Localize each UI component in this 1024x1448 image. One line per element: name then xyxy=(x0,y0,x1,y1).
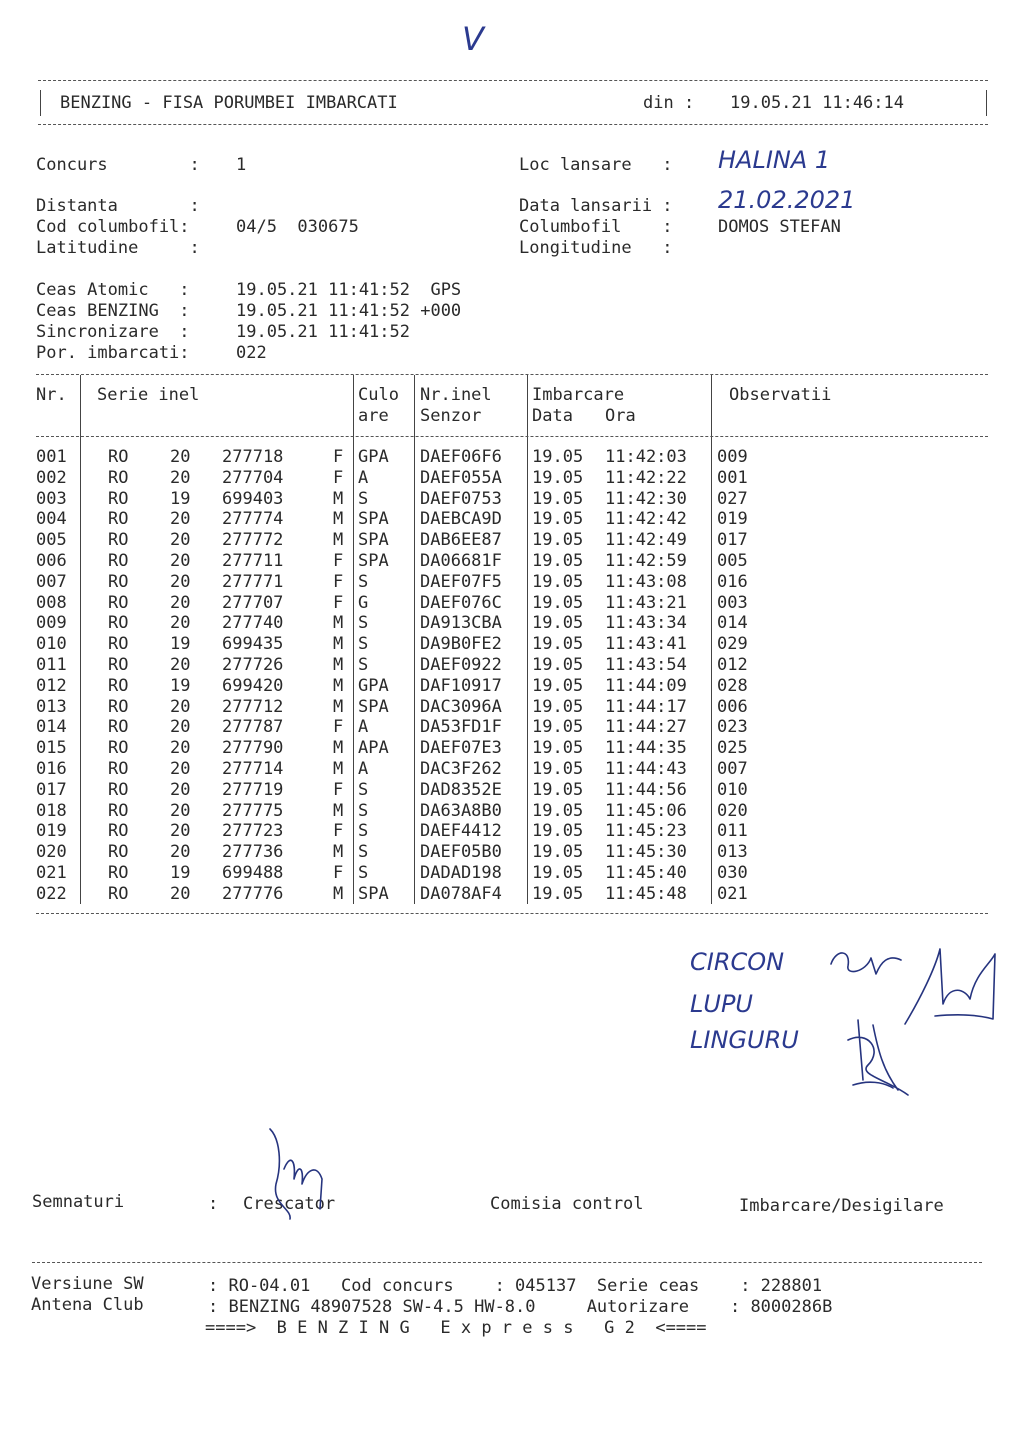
row-sex: F xyxy=(333,467,344,488)
row-time: 11:45:30 xyxy=(605,842,687,863)
row-time: 11:42:30 xyxy=(605,488,687,509)
row-sex: M xyxy=(333,488,344,509)
row-ring-number: 277707 xyxy=(222,592,284,613)
row-nr: 005 xyxy=(36,530,67,551)
row-sensor-id: DAC3096A xyxy=(420,696,502,717)
row-date: 19.05 xyxy=(532,655,584,675)
row-country: RO xyxy=(108,842,129,863)
row-color: S xyxy=(358,613,369,634)
row-country: RO xyxy=(108,592,129,613)
handwritten-name-3: LINGURU xyxy=(690,1026,799,1054)
row-sex: F xyxy=(333,447,344,467)
row-year: 20 xyxy=(170,467,191,488)
row-observatii: 025 xyxy=(717,738,748,759)
row-observatii: 012 xyxy=(717,655,748,675)
row-sensor-id: DA06681F xyxy=(420,551,502,571)
row-country: RO xyxy=(108,821,129,842)
row-country: RO xyxy=(108,800,129,821)
row-sex: M xyxy=(333,842,344,863)
row-country: RO xyxy=(108,634,129,655)
row-sex: M xyxy=(333,738,344,759)
header-bottom-border xyxy=(38,124,988,125)
row-nr: 017 xyxy=(36,779,67,800)
row-date: 19.05 xyxy=(532,883,584,904)
row-date: 19.05 xyxy=(532,447,584,467)
loc-lansare-value: HALINA 1 xyxy=(718,146,831,174)
row-color: S xyxy=(358,863,369,883)
row-sensor-id: DAEF06F6 xyxy=(420,447,502,467)
comisia-control-label: Comisia control xyxy=(490,1194,644,1214)
row-observatii: 013 xyxy=(717,842,748,863)
row-time: 11:44:27 xyxy=(605,717,687,738)
row-country: RO xyxy=(108,488,129,509)
row-country: RO xyxy=(108,467,129,488)
row-year: 20 xyxy=(170,509,191,530)
col-sep-culoare xyxy=(414,375,415,904)
row-sex: F xyxy=(333,717,344,738)
row-sensor-id: DA078AF4 xyxy=(420,883,502,904)
data-lansarii-label: Data lansarii : xyxy=(519,196,673,216)
crescator-label: Crescator xyxy=(243,1194,336,1214)
row-observatii: 027 xyxy=(717,488,748,509)
row-date: 19.05 xyxy=(532,842,584,863)
row-observatii: 014 xyxy=(717,613,748,634)
row-sex: F xyxy=(333,592,344,613)
header-right-border xyxy=(986,90,987,116)
header-serie-inel: Serie inel xyxy=(97,385,200,405)
row-sex: M xyxy=(333,530,344,551)
row-time: 11:43:54 xyxy=(605,655,687,675)
row-date: 19.05 xyxy=(532,717,584,738)
row-year: 20 xyxy=(170,447,191,467)
sincronizare-value: 19.05.21 11:41:52 xyxy=(236,322,410,342)
row-time: 11:43:08 xyxy=(605,571,687,592)
row-observatii: 021 xyxy=(717,883,748,904)
row-ring-number: 277712 xyxy=(222,696,284,717)
row-country: RO xyxy=(108,655,129,675)
row-color: S xyxy=(358,800,369,821)
row-color: SPA xyxy=(358,696,389,717)
row-year: 20 xyxy=(170,759,191,779)
row-ring-number: 699488 xyxy=(222,863,284,883)
cod-columbofil-value: 04/5 030675 xyxy=(236,217,359,237)
row-time: 11:45:40 xyxy=(605,863,687,883)
row-nr: 010 xyxy=(36,634,67,655)
row-color: GPA xyxy=(358,675,389,696)
row-color: SPA xyxy=(358,551,389,571)
row-observatii: 007 xyxy=(717,759,748,779)
row-sensor-id: DAEBCA9D xyxy=(420,509,502,530)
row-ring-number: 277771 xyxy=(222,571,284,592)
row-country: RO xyxy=(108,779,129,800)
row-sensor-id: DAEF05B0 xyxy=(420,842,502,863)
row-country: RO xyxy=(108,883,129,904)
row-country: RO xyxy=(108,696,129,717)
row-year: 20 xyxy=(170,613,191,634)
header-imbarcare: Imbarcare xyxy=(532,385,625,405)
row-time: 11:44:56 xyxy=(605,779,687,800)
row-sensor-id: DAB6EE87 xyxy=(420,530,502,551)
row-sensor-id: DAD8352E xyxy=(420,779,502,800)
row-ring-number: 699420 xyxy=(222,675,284,696)
row-ring-number: 699403 xyxy=(222,488,284,509)
semnaturi-colon: : xyxy=(208,1194,219,1214)
row-date: 19.05 xyxy=(532,509,584,530)
row-year: 20 xyxy=(170,571,191,592)
header-top-border xyxy=(38,80,988,81)
loc-lansare-label: Loc lansare : xyxy=(519,155,673,175)
row-color: A xyxy=(358,717,369,738)
row-time: 11:43:34 xyxy=(605,613,687,634)
row-ring-number: 277714 xyxy=(222,759,284,779)
row-sex: M xyxy=(333,509,344,530)
footer-separator xyxy=(32,1262,982,1263)
row-sex: F xyxy=(333,551,344,571)
row-ring-number: 277790 xyxy=(222,738,284,759)
row-date: 19.05 xyxy=(532,738,584,759)
row-time: 11:45:48 xyxy=(605,883,687,904)
signature-3-icon xyxy=(838,1010,918,1100)
row-sensor-id: DAEF0922 xyxy=(420,655,502,675)
row-year: 20 xyxy=(170,842,191,863)
concurs-value: 1 xyxy=(236,155,247,175)
row-nr: 012 xyxy=(36,675,67,696)
row-observatii: 023 xyxy=(717,717,748,738)
row-color: S xyxy=(358,571,369,592)
row-observatii: 017 xyxy=(717,530,748,551)
row-time: 11:43:41 xyxy=(605,634,687,655)
row-sensor-id: DAEF0753 xyxy=(420,488,502,509)
benzing-express-banner: ====> B E N Z I N G E x p r e s s G 2 <==== xyxy=(205,1318,707,1338)
row-ring-number: 277736 xyxy=(222,842,284,863)
row-nr: 022 xyxy=(36,883,67,904)
row-year: 20 xyxy=(170,655,191,675)
row-nr: 015 xyxy=(36,738,67,759)
row-date: 19.05 xyxy=(532,467,584,488)
row-sensor-id: DAEF4412 xyxy=(420,821,502,842)
row-color: SPA xyxy=(358,509,389,530)
row-observatii: 029 xyxy=(717,634,748,655)
row-sensor-id: DA53FD1F xyxy=(420,717,502,738)
row-nr: 019 xyxy=(36,821,67,842)
data-lansarii-value: 21.02.2021 xyxy=(718,186,856,214)
row-year: 20 xyxy=(170,779,191,800)
row-ring-number: 699435 xyxy=(222,634,284,655)
row-date: 19.05 xyxy=(532,551,584,571)
header-data: Data xyxy=(532,406,573,426)
row-year: 20 xyxy=(170,883,191,904)
row-color: S xyxy=(358,655,369,675)
row-time: 11:44:35 xyxy=(605,738,687,759)
row-color: S xyxy=(358,842,369,863)
row-observatii: 005 xyxy=(717,551,748,571)
row-time: 11:42:49 xyxy=(605,530,687,551)
row-year: 19 xyxy=(170,675,191,696)
row-country: RO xyxy=(108,530,129,551)
row-observatii: 001 xyxy=(717,467,748,488)
row-ring-number: 277704 xyxy=(222,467,284,488)
row-nr: 016 xyxy=(36,759,67,779)
table-bottom-border xyxy=(36,913,988,914)
row-sex: F xyxy=(333,779,344,800)
row-date: 19.05 xyxy=(532,863,584,883)
row-country: RO xyxy=(108,571,129,592)
columbofil-value: DOMOS STEFAN xyxy=(718,217,841,237)
row-observatii: 003 xyxy=(717,592,748,613)
handwritten-name-1: CIRCON xyxy=(690,948,785,976)
top-check-mark: V xyxy=(462,20,484,58)
row-observatii: 030 xyxy=(717,863,748,883)
header-culoare-2: are xyxy=(358,406,389,426)
latitudine-label: Latitudine : xyxy=(36,238,200,258)
row-observatii: 011 xyxy=(717,821,748,842)
row-year: 20 xyxy=(170,530,191,551)
row-ring-number: 277774 xyxy=(222,509,284,530)
row-time: 11:45:06 xyxy=(605,800,687,821)
columbofil-label: Columbofil : xyxy=(519,217,673,237)
ceas-benzing-label: Ceas BENZING : xyxy=(36,301,190,321)
row-color: A xyxy=(358,467,369,488)
row-ring-number: 277711 xyxy=(222,551,284,571)
row-color: APA xyxy=(358,738,389,759)
distanta-label: Distanta : xyxy=(36,196,200,216)
row-ring-number: 277718 xyxy=(222,447,284,467)
row-sensor-id: DAEF07F5 xyxy=(420,571,502,592)
cod-columbofil-label: Cod columbofil: xyxy=(36,217,190,237)
row-date: 19.05 xyxy=(532,779,584,800)
row-nr: 021 xyxy=(36,863,67,883)
row-nr: 001 xyxy=(36,447,67,467)
row-sensor-id: DAEF055A xyxy=(420,467,502,488)
row-sex: M xyxy=(333,655,344,675)
table-header-separator xyxy=(36,436,988,437)
row-time: 11:42:22 xyxy=(605,467,687,488)
concurs-label: Concurs : xyxy=(36,155,200,175)
row-sensor-id: DA63A8B0 xyxy=(420,800,502,821)
row-nr: 013 xyxy=(36,696,67,717)
versiune-sw-label: Versiune SW xyxy=(31,1274,144,1294)
row-observatii: 016 xyxy=(717,571,748,592)
semnaturi-label: Semnaturi xyxy=(32,1192,125,1212)
row-nr: 011 xyxy=(36,655,67,675)
header-nr: Nr. xyxy=(36,385,67,405)
row-nr: 004 xyxy=(36,509,67,530)
row-color: A xyxy=(358,759,369,779)
row-sex: F xyxy=(333,571,344,592)
row-sex: M xyxy=(333,696,344,717)
imbarcare-desigilare-label: Imbarcare/Desigilare xyxy=(739,1196,944,1216)
row-sensor-id: DADAD198 xyxy=(420,863,502,883)
col-sep-imbarcare xyxy=(711,375,712,904)
row-country: RO xyxy=(108,717,129,738)
signature-1-icon xyxy=(826,944,906,984)
row-color: SPA xyxy=(358,530,389,551)
row-color: S xyxy=(358,779,369,800)
row-country: RO xyxy=(108,675,129,696)
row-time: 11:44:17 xyxy=(605,696,687,717)
row-date: 19.05 xyxy=(532,675,584,696)
row-year: 19 xyxy=(170,863,191,883)
header-left-border xyxy=(40,90,41,116)
row-ring-number: 277726 xyxy=(222,655,284,675)
row-color: S xyxy=(358,634,369,655)
row-year: 20 xyxy=(170,592,191,613)
row-date: 19.05 xyxy=(532,613,584,634)
longitudine-label: Longitudine : xyxy=(519,238,673,258)
table-top-border xyxy=(36,374,988,375)
ceas-benzing-value: 19.05.21 11:41:52 +000 xyxy=(236,301,462,321)
antena-club-value: : BENZING 48907528 SW-4.5 HW-8.0 Autorizare : 8000286B xyxy=(208,1297,833,1317)
row-country: RO xyxy=(108,738,129,759)
row-year: 20 xyxy=(170,696,191,717)
row-ring-number: 277740 xyxy=(222,613,284,634)
antena-club-label: Antena Club xyxy=(31,1295,144,1315)
row-nr: 018 xyxy=(36,800,67,821)
ceas-atomic-label: Ceas Atomic : xyxy=(36,280,190,300)
row-ring-number: 277719 xyxy=(222,779,284,800)
row-ring-number: 277775 xyxy=(222,800,284,821)
row-nr: 007 xyxy=(36,571,67,592)
row-ring-number: 277787 xyxy=(222,717,284,738)
row-date: 19.05 xyxy=(532,488,584,509)
row-date: 19.05 xyxy=(532,530,584,551)
row-ring-number: 277776 xyxy=(222,883,284,904)
row-sex: M xyxy=(333,675,344,696)
row-sensor-id: DAEF07E3 xyxy=(420,738,502,759)
row-observatii: 006 xyxy=(717,696,748,717)
header-date-value: 19.05.21 11:46:14 xyxy=(730,93,904,113)
row-sex: M xyxy=(333,883,344,904)
row-year: 20 xyxy=(170,800,191,821)
row-ring-number: 277772 xyxy=(222,530,284,551)
row-sex: M xyxy=(333,634,344,655)
row-color: SPA xyxy=(358,883,389,904)
row-date: 19.05 xyxy=(532,800,584,821)
col-sep-nrinel xyxy=(527,375,528,904)
row-time: 11:43:21 xyxy=(605,592,687,613)
row-date: 19.05 xyxy=(532,592,584,613)
col-sep-serie xyxy=(353,375,354,904)
row-color: S xyxy=(358,821,369,842)
row-year: 20 xyxy=(170,551,191,571)
row-sex: F xyxy=(333,821,344,842)
row-country: RO xyxy=(108,509,129,530)
row-time: 11:45:23 xyxy=(605,821,687,842)
ceas-atomic-value: 19.05.21 11:41:52 GPS xyxy=(236,280,462,300)
row-observatii: 019 xyxy=(717,509,748,530)
row-nr: 002 xyxy=(36,467,67,488)
row-time: 11:44:43 xyxy=(605,759,687,779)
row-nr: 003 xyxy=(36,488,67,509)
row-sensor-id: DA913CBA xyxy=(420,613,502,634)
row-nr: 009 xyxy=(36,613,67,634)
row-country: RO xyxy=(108,759,129,779)
row-nr: 020 xyxy=(36,842,67,863)
row-sensor-id: DAF10917 xyxy=(420,675,502,696)
row-time: 11:44:09 xyxy=(605,675,687,696)
row-time: 11:42:59 xyxy=(605,551,687,571)
row-color: GPA xyxy=(358,447,389,467)
row-year: 20 xyxy=(170,821,191,842)
row-sex: M xyxy=(333,800,344,821)
row-observatii: 028 xyxy=(717,675,748,696)
row-nr: 008 xyxy=(36,592,67,613)
row-year: 20 xyxy=(170,717,191,738)
row-observatii: 020 xyxy=(717,800,748,821)
header-date-label: din : xyxy=(643,93,695,113)
row-color: S xyxy=(358,488,369,509)
porumbei-imbarcati-label: Por. imbarcati: xyxy=(36,343,190,363)
row-sensor-id: DA9B0FE2 xyxy=(420,634,502,655)
crescator-signature-icon xyxy=(262,1124,342,1224)
row-color: G xyxy=(358,592,369,613)
row-observatii: 010 xyxy=(717,779,748,800)
row-nr: 014 xyxy=(36,717,67,738)
row-nr: 006 xyxy=(36,551,67,571)
sincronizare-label: Sincronizare : xyxy=(36,322,190,342)
versiune-sw-value: : RO-04.01 Cod concurs : 045137 Serie ceas : 228801 xyxy=(208,1276,823,1296)
document-title: BENZING - FISA PORUMBEI IMBARCATI xyxy=(60,93,398,113)
row-time: 11:42:42 xyxy=(605,509,687,530)
row-country: RO xyxy=(108,613,129,634)
row-sex: M xyxy=(333,613,344,634)
row-observatii: 009 xyxy=(717,447,748,467)
row-year: 20 xyxy=(170,738,191,759)
handwritten-name-2: LUPU xyxy=(690,990,753,1018)
header-senzor: Senzor xyxy=(420,406,482,426)
row-sex: F xyxy=(333,863,344,883)
row-date: 19.05 xyxy=(532,759,584,779)
row-country: RO xyxy=(108,863,129,883)
porumbei-imbarcati-value: 022 xyxy=(236,343,267,363)
row-time: 11:42:03 xyxy=(605,447,687,467)
row-country: RO xyxy=(108,447,129,467)
row-sensor-id: DAEF076C xyxy=(420,592,502,613)
row-year: 19 xyxy=(170,488,191,509)
header-observatii: Observatii xyxy=(729,385,832,405)
header-culoare: Culo xyxy=(358,385,399,405)
row-date: 19.05 xyxy=(532,571,584,592)
row-sex: M xyxy=(333,759,344,779)
row-ring-number: 277723 xyxy=(222,821,284,842)
row-date: 19.05 xyxy=(532,634,584,655)
header-nrinel: Nr.inel xyxy=(420,385,492,405)
header-ora: Ora xyxy=(605,406,636,426)
row-date: 19.05 xyxy=(532,821,584,842)
row-date: 19.05 xyxy=(532,696,584,717)
row-sensor-id: DAC3F262 xyxy=(420,759,502,779)
row-country: RO xyxy=(108,551,129,571)
col-sep-nr xyxy=(80,375,81,904)
row-year: 19 xyxy=(170,634,191,655)
